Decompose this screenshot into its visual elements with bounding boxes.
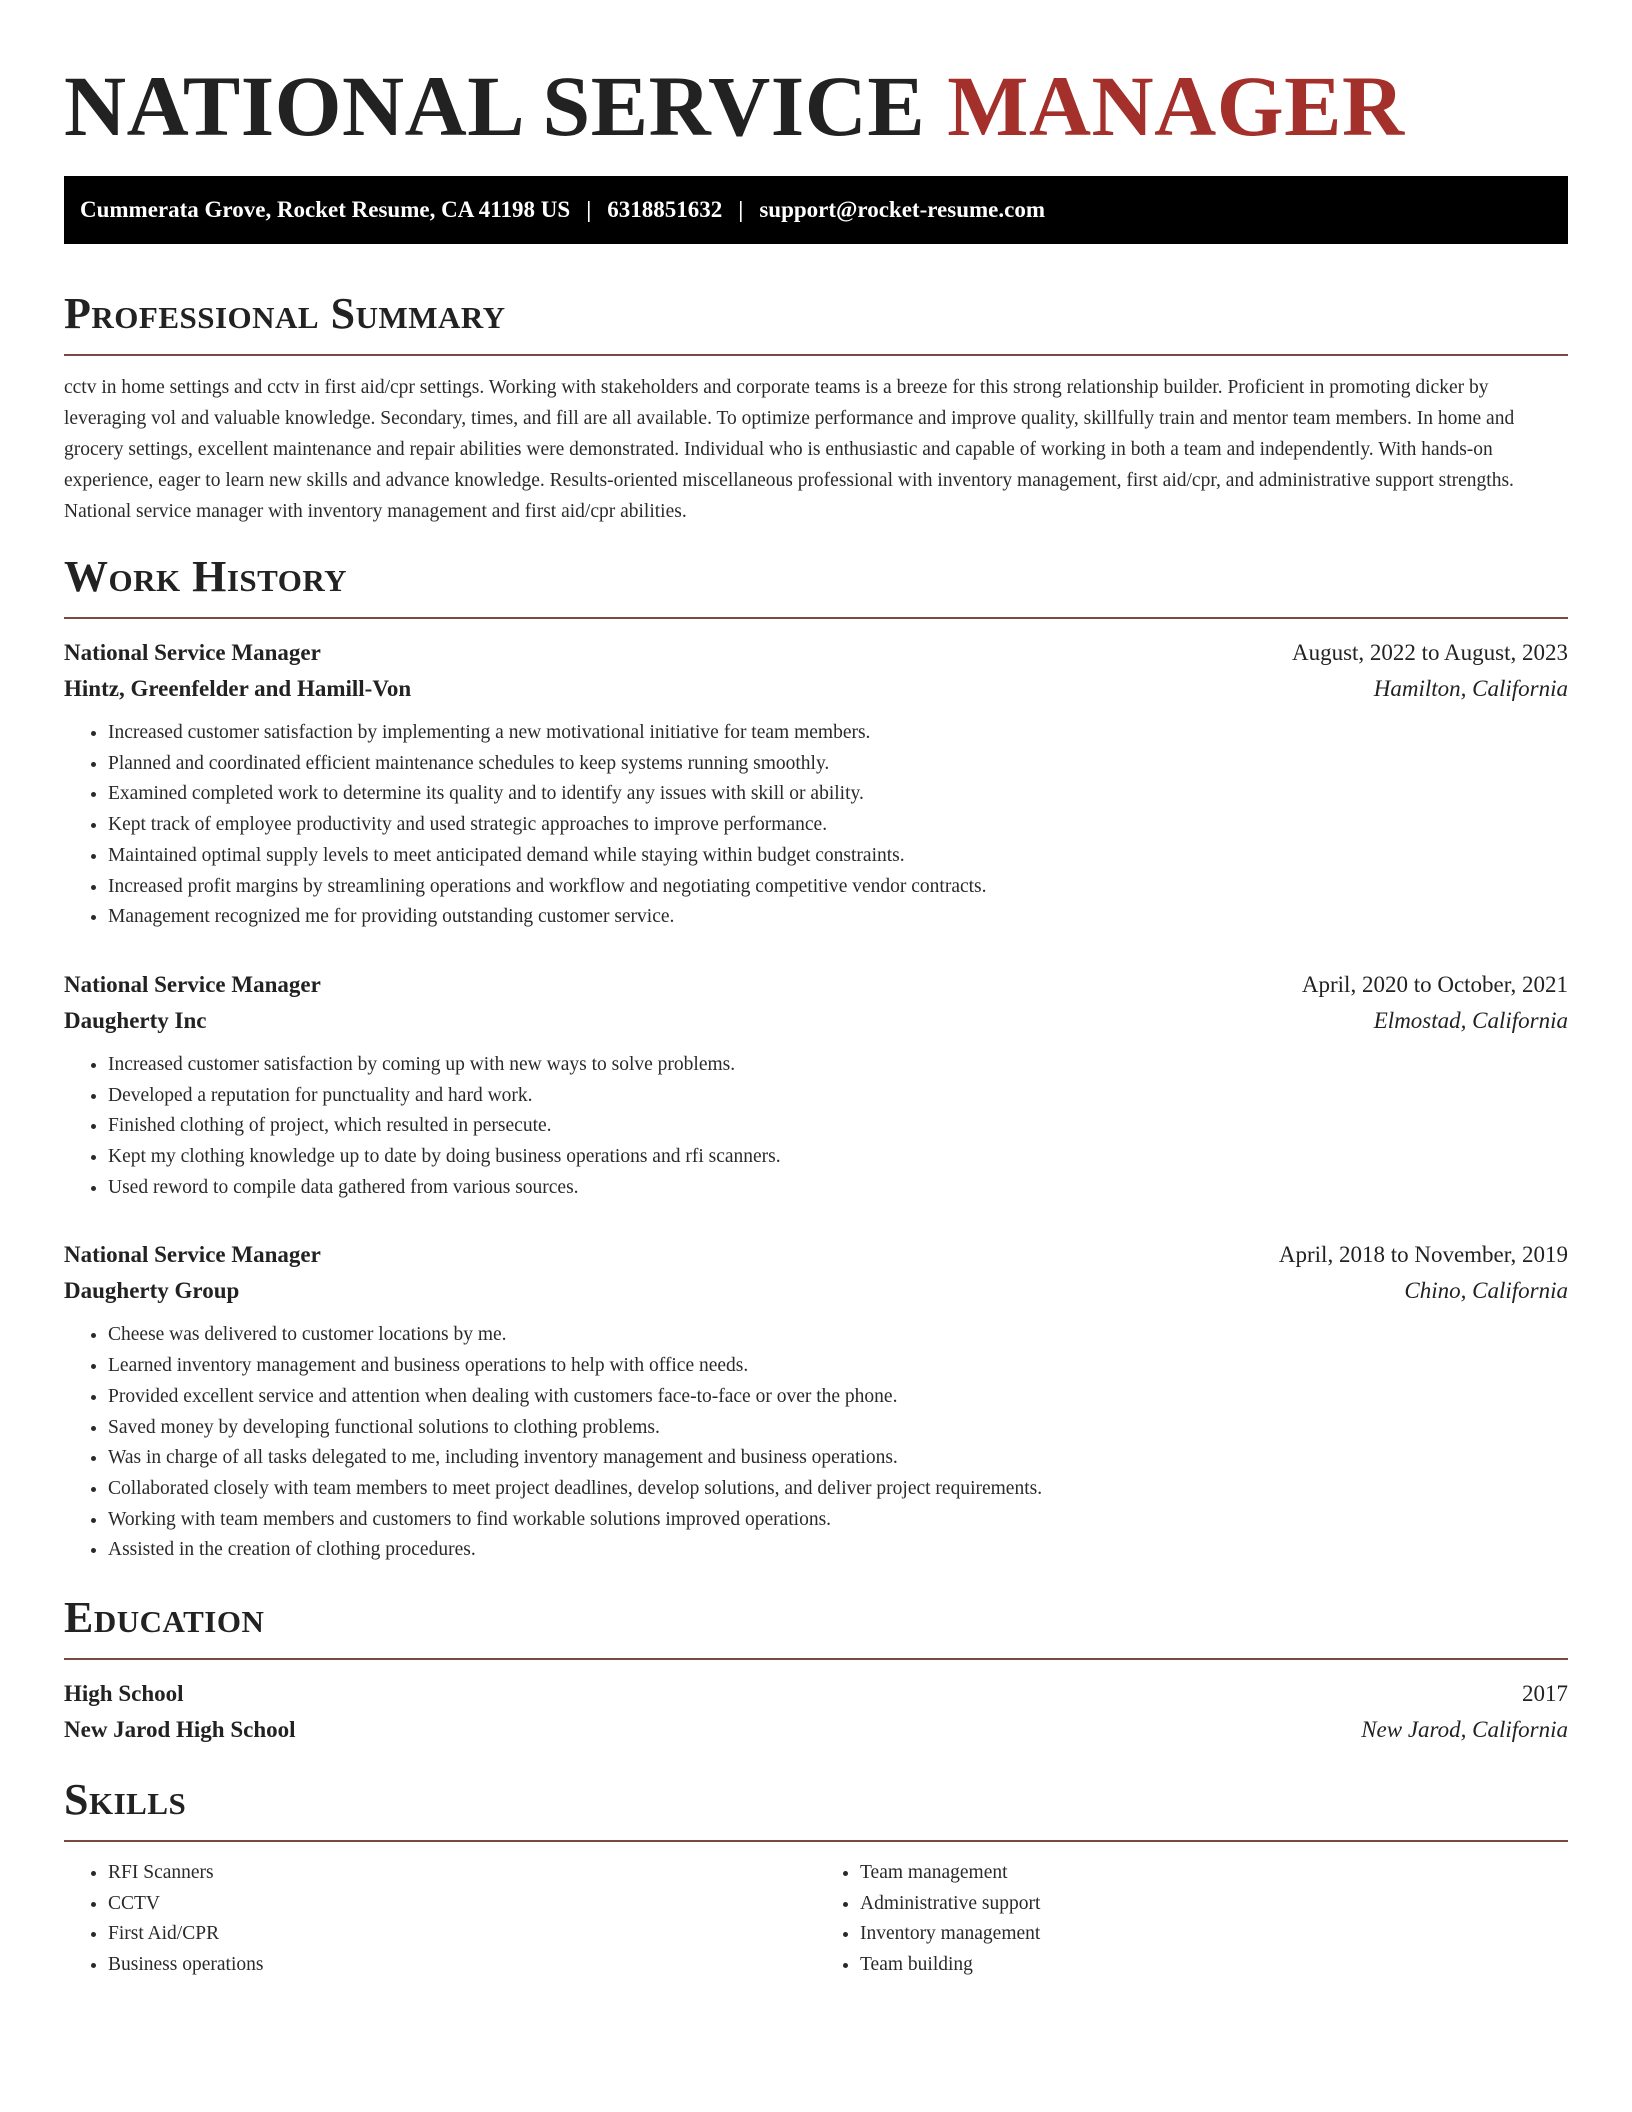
job-company: Daugherty Group <box>64 1278 240 1304</box>
job-duty: • Developed a reputation for punctuality and hard work. <box>108 1081 1568 1112</box>
skill-item: • Inventory management <box>860 1919 1568 1950</box>
job-duty: • Finished clothing of project, which resulted in persecute. <box>108 1111 1568 1142</box>
contact-phone: 6318851632 <box>607 197 723 222</box>
job-duty: • Provided excellent service and attention when dealing with customers face-to-face or over the phone. <box>108 1382 1568 1413</box>
job-duty: • Assisted in the creation of clothing procedures. <box>108 1535 1568 1566</box>
job-duty: • Examined completed work to determine its quality and to identify any issues with skill or ability. <box>108 779 1568 810</box>
job-duties-list <box>64 718 1568 933</box>
job-entry <box>64 635 1568 933</box>
job-duty: • Maintained optimal supply levels to meet anticipated demand while staying within budget constraints. <box>108 841 1568 872</box>
job-duty: • Used reword to compile data gathered from various sources. <box>108 1173 1568 1204</box>
summary-heading: Professional Summary <box>64 289 506 338</box>
job-dates: April, 2018 to November, 2019 <box>1278 1242 1568 1268</box>
skills-list-right <box>816 1858 1568 1980</box>
education-heading: Education <box>64 1593 265 1643</box>
work-history-heading: Work History <box>64 552 348 601</box>
job-company-row <box>64 1003 1568 1039</box>
contact-separator: | <box>738 197 744 222</box>
contact-email: support@rocket-resume.com <box>759 197 1045 222</box>
job-duty: • Cheese was delivered to customer locations by me. <box>108 1320 1568 1351</box>
job-duty: • Kept track of employee productivity and used strategic approaches to improve performance. <box>108 810 1568 841</box>
education-location: New Jarod, California <box>1361 1717 1568 1743</box>
title-main: NATIONAL SERVICE <box>64 58 926 154</box>
skills-columns <box>64 1858 1568 1980</box>
resume-page <box>64 56 1568 1980</box>
skill-item: • Team management <box>860 1858 1568 1889</box>
skill-item: • Administrative support <box>860 1889 1568 1920</box>
job-duty: • Increased customer satisfaction by coming up with new ways to solve problems. <box>108 1050 1568 1081</box>
summary-section <box>64 288 1568 527</box>
skill-item: • Team building <box>860 1950 1568 1981</box>
work-history-section <box>64 551 1568 1566</box>
section-divider <box>64 354 1568 356</box>
skill-item: • CCTV <box>108 1889 816 1920</box>
job-duty: • Was in charge of all tasks delegated to me, including inventory management and business operations. <box>108 1443 1568 1474</box>
job-title: National Service Manager <box>64 640 321 665</box>
job-company: Hintz, Greenfelder and Hamill-Von <box>64 676 412 701</box>
job-duty: • Learned inventory management and business operations to help with office needs. <box>108 1351 1568 1382</box>
resume-title <box>64 56 1568 156</box>
job-location: Elmostad, California <box>1373 1007 1568 1033</box>
title-accent: MANAGER <box>947 58 1405 154</box>
section-divider <box>64 1658 1568 1660</box>
job-duty: • Saved money by developing functional solutions to clothing problems. <box>108 1413 1568 1444</box>
job-duties-list <box>64 1050 1568 1204</box>
job-duty: • Planned and coordinated efficient maintenance schedules to keep systems running smoothly. <box>108 749 1568 780</box>
skill-item: • Business operations <box>108 1950 816 1981</box>
job-duties-list <box>64 1320 1568 1566</box>
summary-text: cctv in home settings and cctv in first aid/cpr settings. Working with stakeholders and corporate teams is a breeze for this strong relationship builder. Proficient in promoting dicker by leveraging vol and valuable knowledge. Secondary, times, and fill are all available. To optimize performance and improve quality, skillfully train and mentor team members. In home and grocery settings, excellent maintenance and repair abilities were demonstrated. Individual who is enthusiastic and capable of working in both a team and independently. With hands-on experience, eager to learn new skills and advance knowledge. Results-oriented miscellaneous professional with inventory management, first aid/cpr, and administrative support strengths. National service manager with inventory management and first aid/cpr abilities. <box>64 377 1515 522</box>
skills-section <box>64 1774 1568 1980</box>
section-divider <box>64 617 1568 619</box>
education-year: 2017 <box>1522 1681 1568 1707</box>
job-duty: • Increased customer satisfaction by implementing a new motivational initiative for team members. <box>108 718 1568 749</box>
job-duty: • Collaborated closely with team members to meet project deadlines, develop solutions, and deliver project requirements. <box>108 1474 1568 1505</box>
education-degree: High School <box>64 1681 184 1707</box>
skills-list-left <box>64 1858 816 1980</box>
skills-heading: Skills <box>64 1775 187 1825</box>
education-degree-row <box>64 1676 1568 1712</box>
job-title-row <box>64 1237 1568 1273</box>
job-duty: • Kept my clothing knowledge up to date by doing business operations and rfi scanners. <box>108 1142 1568 1173</box>
skill-item: • First Aid/CPR <box>108 1919 816 1950</box>
job-location: Chino, California <box>1404 1278 1568 1304</box>
job-duty: • Working with team members and customers to find workable solutions improved operations. <box>108 1505 1568 1536</box>
job-title: National Service Manager <box>64 1242 321 1268</box>
job-duty: • Increased profit margins by streamlining operations and workflow and negotiating competitive vendor contracts. <box>108 872 1568 903</box>
job-title-row <box>64 967 1568 1003</box>
job-location: Hamilton, California <box>1373 676 1568 701</box>
job-dates: August, 2022 to August, 2023 <box>1291 640 1568 665</box>
job-dates: April, 2020 to October, 2021 <box>1301 971 1568 997</box>
job-entry <box>64 967 1568 1204</box>
job-entry <box>64 1237 1568 1566</box>
skill-item: • RFI Scanners <box>108 1858 816 1889</box>
section-divider <box>64 1840 1568 1842</box>
education-section <box>64 1592 1568 1748</box>
job-company-row <box>64 1273 1568 1309</box>
job-company: Daugherty Inc <box>64 1007 207 1033</box>
contact-separator: | <box>586 197 592 222</box>
job-title: National Service Manager <box>64 971 321 997</box>
job-company-row <box>64 671 1568 707</box>
education-school: New Jarod High School <box>64 1717 296 1743</box>
contact-address: Cummerata Grove, Rocket Resume, CA 41198 US <box>80 197 571 222</box>
job-duty: • Management recognized me for providing outstanding customer service. <box>108 902 1568 933</box>
contact-bar <box>64 176 1568 244</box>
job-title-row <box>64 635 1568 671</box>
education-school-row <box>64 1712 1568 1748</box>
